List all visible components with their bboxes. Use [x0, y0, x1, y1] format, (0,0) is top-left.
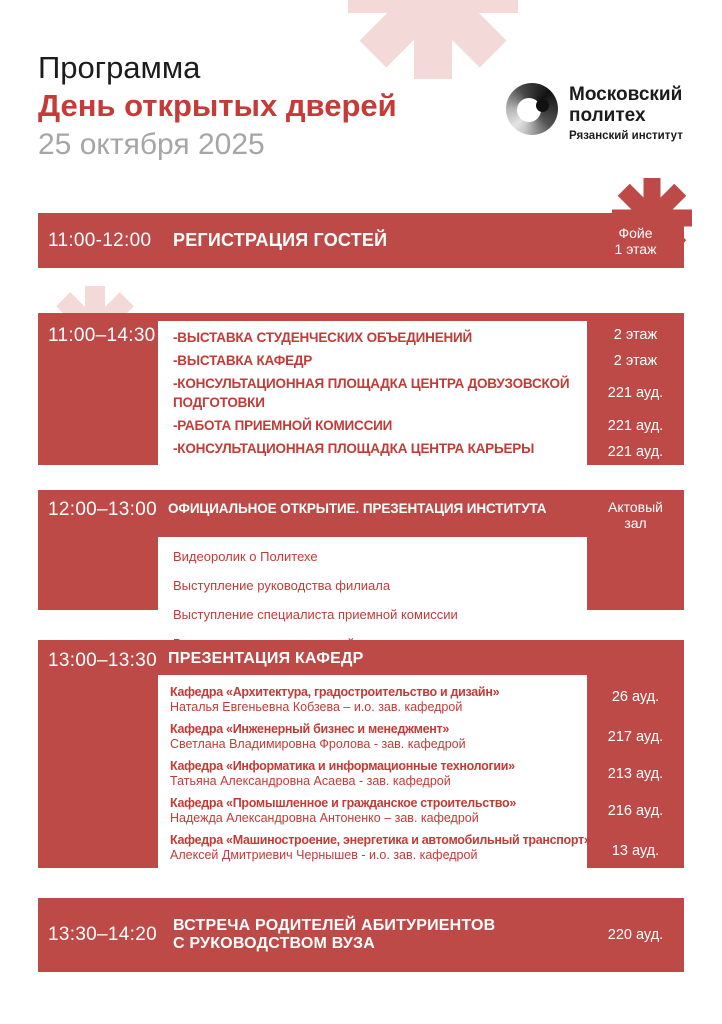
logo-ring-icon: [506, 83, 558, 135]
department-room: 213 ауд.: [607, 765, 664, 782]
department-head: Светлана Владимировна Фролова - зав. кафедрой: [170, 737, 466, 751]
time-slot: 12:00–13:00: [48, 499, 157, 520]
logo-text: [569, 83, 683, 142]
departments-section: [158, 640, 684, 873]
item-location: 221 ауд.: [607, 417, 664, 434]
list-item: -КОНСУЛЬТАЦИОННАЯ ПЛОЩАДКА ЦЕНТРА ДОВУЗОВСКОЙ ПОДГОТОВКИ: [158, 372, 587, 414]
location-line: Актовый: [608, 499, 663, 515]
agenda-item: Выступление руководства филиала: [173, 578, 391, 593]
logo-brand-line1: Московский: [569, 84, 683, 105]
department-room: 217 ауд.: [607, 728, 664, 745]
departments-list: [158, 675, 684, 873]
title-line: ВСТРЕЧА РОДИТЕЛЕЙ АБИТУРИЕНТОВ: [173, 917, 496, 934]
department-room: 13 ауд.: [611, 843, 660, 859]
department-room: 26 ауд.: [611, 688, 660, 705]
list-item: -КОНСУЛЬТАЦИОННАЯ ПЛОЩАДКА ЦЕНТРА КАРЬЕРЫ: [158, 437, 587, 467]
department-entry: [158, 829, 591, 873]
event-title: РЕГИСТРАЦИЯ ГОСТЕЙ: [173, 230, 388, 250]
list-item: -ВЫСТАВКА КАФЕДР: [158, 349, 587, 372]
schedule-row-opening: [38, 490, 684, 622]
department-name: Кафедра «Архитектура, градостроительство и дизайн»: [170, 685, 500, 699]
department-head: Алексей Дмитриевич Чернышев - и.о. зав. кафедрой: [170, 848, 478, 862]
event-date: 25 октября 2025: [38, 128, 265, 161]
exhibitions-list: [158, 321, 684, 467]
department-entry: [158, 755, 587, 792]
logo-branch-name: Рязанский институт: [569, 130, 683, 142]
event-location: 220 ауд.: [607, 927, 664, 943]
item-location: 2 этаж: [613, 352, 658, 369]
location-line: зал: [624, 515, 647, 531]
department-name: Кафедра «Промышленное и гражданское строительство»: [170, 796, 516, 810]
page-title: Программа: [38, 50, 201, 85]
university-logo: [506, 83, 683, 142]
department-name: Кафедра «Машиностроение, энергетика и автомобильный транспорт»: [170, 833, 591, 847]
logo-dot-icon: [536, 99, 549, 112]
event-title: ПРЕЗЕНТАЦИЯ КАФЕДР: [168, 650, 364, 667]
department-entry: [158, 718, 587, 755]
schedule-row-parents-meeting: [38, 898, 684, 972]
department-entry: [158, 675, 587, 718]
event-title: [158, 917, 587, 953]
time-slot: 11:00–14:30: [48, 325, 156, 346]
event-location: [587, 490, 684, 531]
event-title: ОФИЦИАЛЬНОЕ ОТКРЫТИЕ. ПРЕЗЕНТАЦИЯ ИНСТИТУТА: [168, 501, 547, 516]
item-location: 221 ауд.: [607, 444, 664, 460]
department-head: Надежда Александровна Антоненко – зав. кафедрой: [170, 811, 479, 825]
event-location: [587, 225, 684, 257]
time-slot: 11:00-12:00: [48, 229, 152, 251]
list-item: -РАБОТА ПРИЕМНОЙ КОМИССИИ: [158, 414, 587, 437]
department-entry: [158, 792, 587, 829]
list-item: -ВЫСТАВКА СТУДЕНЧЕСКИХ ОБЪЕДИНЕНИЙ: [158, 321, 587, 349]
department-name: Кафедра «Информатика и информационные технологии»: [170, 759, 515, 773]
agenda-item: Видеоролик о Политехе: [173, 549, 318, 564]
location-line: 1 этаж: [614, 240, 657, 257]
time-slot: 13:00–13:30: [48, 650, 157, 671]
asterisk-decoration-top-icon: [348, 0, 518, 79]
page-subtitle: День открытых дверей: [38, 88, 397, 123]
title-line: С РУКОВОДСТВОМ ВУЗА: [173, 935, 375, 952]
schedule-row-departments: [38, 640, 684, 868]
item-location: 221 ауд.: [607, 385, 664, 401]
department-room: 216 ауд.: [607, 802, 664, 819]
time-slot: 13:30–14:20: [48, 924, 157, 945]
schedule-row-exhibitions: [38, 313, 684, 465]
department-head: Наталья Евгеньевна Кобзева – и.о. зав. кафедрой: [170, 700, 463, 714]
item-location: 2 этаж: [613, 327, 658, 343]
agenda-item: Выступление специалиста приемной комиссии: [173, 607, 458, 622]
logo-brand-line2: политех: [569, 105, 646, 126]
schedule-row-registration: [38, 213, 684, 268]
department-head: Татьяна Александровна Асаева - зав. кафедрой: [170, 774, 451, 788]
department-name: Кафедра «Инженерный бизнес и менеджмент»: [170, 722, 449, 736]
location-line: Фойе: [618, 224, 653, 241]
